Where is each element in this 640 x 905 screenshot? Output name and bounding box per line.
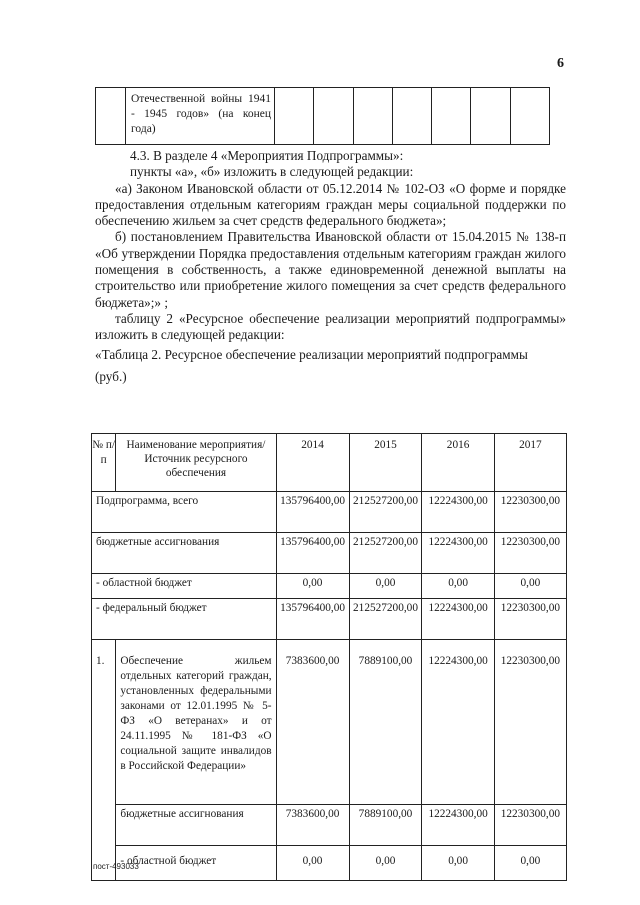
cell-2014: 7383600,00: [276, 640, 349, 805]
table-cell: [96, 88, 126, 145]
paragraph-b: б) постановлением Правительства Ивановской области от 15.04.2015 № 138-п «Об утверждении Порядка предоставления отдельным категориям граждан жилого помещения в собственность, а также единовременной денежной выплаты на строительство или приобретение жилого помещения за счет средств федерального бюджета»;» ;: [95, 229, 566, 310]
cell-2014: 0,00: [276, 574, 349, 599]
previous-table-fragment: [95, 87, 550, 145]
row-label: Обеспечение жильем отдельных категорий граждан, установленных федеральными законами от 12.01.1995 № 5-ФЗ «О ветеранах» и от 24.11.1995 № 181-ФЗ «О социальной защите инвалидов в Российской Федерации»: [116, 640, 276, 805]
header-2014: 2014: [276, 434, 349, 492]
row-label: бюджетные ассигнования: [116, 805, 276, 846]
header-2017: 2017: [494, 434, 566, 492]
row-number: 1.: [92, 640, 116, 881]
cell-2016: 12224300,00: [422, 492, 494, 533]
cell-2014: 7383600,00: [276, 805, 349, 846]
cell-2016: 0,00: [422, 846, 494, 881]
cell-2014: 135796400,00: [276, 599, 349, 640]
header-2016: 2016: [422, 434, 494, 492]
table-header-row: [92, 434, 567, 492]
cell-2016: 12224300,00: [422, 599, 494, 640]
table-cell: [314, 88, 353, 145]
page-number: 6: [557, 56, 564, 71]
cell-2014: 135796400,00: [276, 533, 349, 574]
table-cell: [510, 88, 549, 145]
resource-table: [91, 433, 567, 881]
table-row: [92, 492, 567, 533]
table-row: [92, 640, 567, 805]
cell-2015: 212527200,00: [349, 492, 422, 533]
table-row: [92, 599, 567, 640]
body-text: [95, 148, 566, 385]
table-cell-text: Отечественной войны 1941 - 1945 годов» (на конец года): [126, 88, 275, 145]
cell-2015: 0,00: [349, 846, 422, 881]
row-label: Подпрограмма, всего: [92, 492, 277, 533]
cell-2016: 12224300,00: [422, 805, 494, 846]
cell-2017: 0,00: [494, 574, 566, 599]
header-name: Наименование мероприятия/Источник ресурсного обеспечения: [116, 434, 276, 492]
unit-label: (руб.): [95, 368, 127, 384]
paragraph-items: пункты «а», «б» изложить в следующей редакции:: [130, 164, 414, 180]
cell-2017: 12230300,00: [494, 533, 566, 574]
paragraph-section: 4.3. В разделе 4 «Мероприятия Подпрограммы»:: [130, 148, 404, 163]
cell-2016: 12224300,00: [422, 533, 494, 574]
cell-2014: 135796400,00: [276, 492, 349, 533]
table-row: [96, 88, 550, 145]
row-label: бюджетные ассигнования: [92, 533, 277, 574]
table-caption: «Таблица 2. Ресурсное обеспечение реализации мероприятий подпрограммы: [95, 346, 528, 362]
header-2015: 2015: [349, 434, 422, 492]
cell-2015: 212527200,00: [349, 533, 422, 574]
table-cell: [275, 88, 314, 145]
table-cell: [432, 88, 471, 145]
cell-2017: 12230300,00: [494, 640, 566, 805]
table-row: [92, 574, 567, 599]
table-cell: [471, 88, 510, 145]
cell-2016: 12224300,00: [422, 640, 494, 805]
cell-2015: 212527200,00: [349, 599, 422, 640]
cell-2017: 12230300,00: [494, 599, 566, 640]
table-cell: [392, 88, 431, 145]
table-cell: [353, 88, 392, 145]
row-label: - областной бюджет: [116, 846, 276, 881]
paragraph-table: таблицу 2 «Ресурсное обеспечение реализации мероприятий подпрограммы» изложить в следующей редакции:: [95, 310, 566, 343]
cell-2017: 12230300,00: [494, 805, 566, 846]
table-row: [92, 846, 567, 881]
cell-2014: 0,00: [276, 846, 349, 881]
cell-2015: 7889100,00: [349, 640, 422, 805]
header-num: № п/п: [92, 434, 116, 492]
cell-2017: 12230300,00: [494, 492, 566, 533]
table-row: [92, 805, 567, 846]
footer-code: пост-493033: [93, 862, 139, 871]
cell-2017: 0,00: [494, 846, 566, 881]
cell-2015: 0,00: [349, 574, 422, 599]
cell-2015: 7889100,00: [349, 805, 422, 846]
cell-2016: 0,00: [422, 574, 494, 599]
row-label: - федеральный бюджет: [92, 599, 277, 640]
paragraph-a: «а) Законом Ивановской области от 05.12.2014 № 102-ОЗ «О форме и порядке предоставления отдельным категориям граждан меры социальной поддержки по обеспечению жильем за счет средств федерального бюджета»;: [95, 180, 566, 229]
table-row: [92, 533, 567, 574]
row-label: - областной бюджет: [92, 574, 277, 599]
